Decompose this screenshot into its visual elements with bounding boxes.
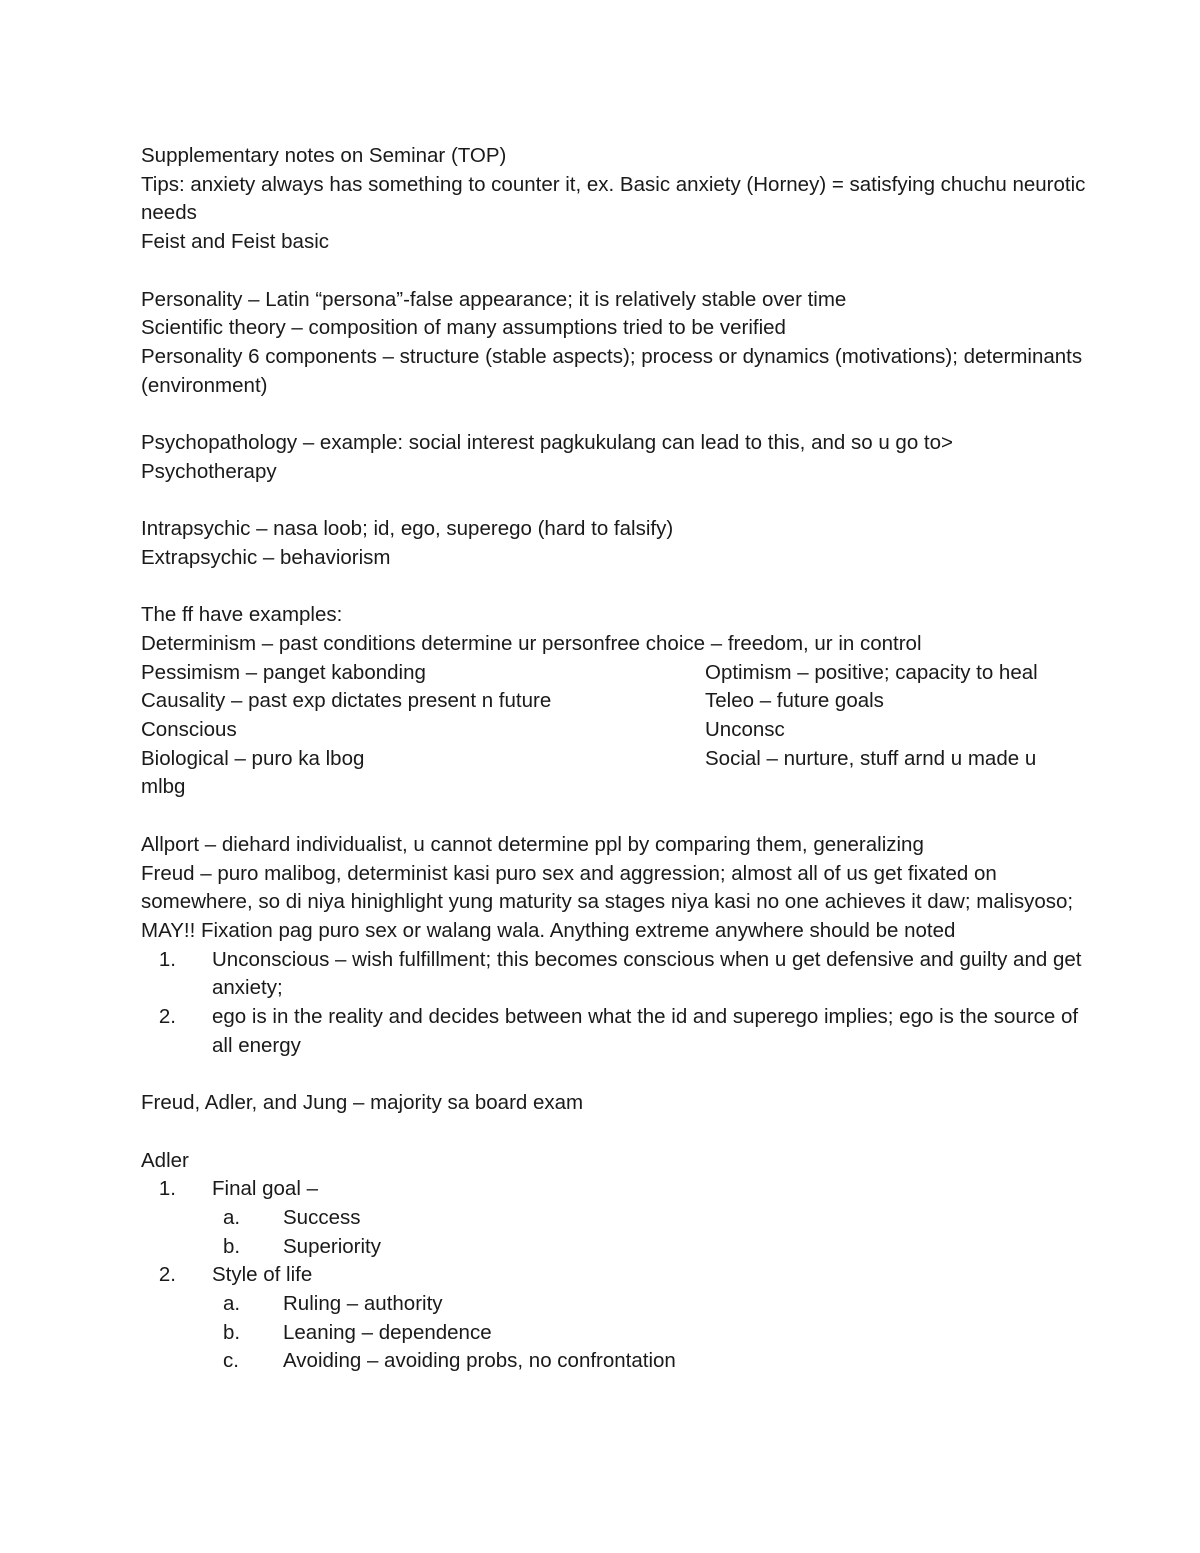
list-marker: 2. (158, 1263, 176, 1287)
example-left: Causality – past exp dictates present n future (141, 689, 552, 713)
list-text: Leaning – dependence (283, 1320, 492, 1344)
list-item (141, 1233, 1100, 1262)
extrapsychic-line: Extrapsychic – behaviorism (141, 545, 391, 569)
list-text: Style of life (212, 1263, 313, 1287)
examples-heading: The ff have examples: (141, 603, 343, 627)
list-marker: c. (223, 1349, 239, 1373)
list-marker: b. (223, 1320, 241, 1344)
list-item (141, 1319, 1100, 1348)
example-trailing: mlbg (141, 775, 186, 799)
list-marker: b. (223, 1234, 241, 1258)
allport-line: Allport – diehard individualist, u cannot determine ppl by comparing them, generalizing (141, 832, 924, 856)
adler-list-2 (141, 1261, 1100, 1290)
list-text: Unconscious – wish fulfillment; this becomes conscious when u get defensive and guilty and get anxiety; (212, 947, 1082, 1000)
doc-title: Supplementary notes on Seminar (TOP) (141, 144, 507, 167)
board-exam-line: Freud, Adler, and Jung – majority sa board exam (141, 1091, 584, 1115)
list-item (141, 1347, 1100, 1376)
tips-line: Tips: anxiety always has something to counter it, ex. Basic anxiety (Horney) = satisfying chuchu neurotic needs (141, 172, 1086, 225)
def-personality: Personality – Latin “persona”-false appearance; it is relatively stable over time (141, 287, 847, 311)
adler-heading: Adler (141, 1148, 189, 1172)
list-item (141, 946, 1100, 1003)
list-marker: a. (223, 1205, 241, 1229)
list-marker: 1. (158, 1177, 176, 1201)
example-left: Biological – puro ka lbog (141, 746, 365, 770)
list-text: Ruling – authority (283, 1292, 443, 1316)
example-left: Conscious (141, 718, 237, 741)
list-text: Superiority (283, 1234, 381, 1258)
list-text: Avoiding – avoiding probs, no confrontation (283, 1349, 676, 1373)
psychotherapy-line: Psychotherapy (141, 459, 277, 483)
example-right: Social – nurture, stuff arnd u made u (705, 746, 1037, 770)
intrapsychic-line: Intrapsychic – nasa loob; id, ego, superego (hard to falsify) (141, 517, 674, 541)
list-item (141, 1261, 1100, 1290)
list-item (141, 1175, 1100, 1204)
example-row (141, 659, 1100, 688)
example-row (141, 687, 1100, 716)
list-marker: 1. (158, 947, 176, 971)
list-text: Final goal – (212, 1177, 318, 1201)
list-item (141, 1290, 1100, 1319)
list-marker: 2. (158, 1005, 176, 1029)
example-right: Teleo – future goals (705, 689, 884, 713)
example-row (141, 716, 1100, 745)
example-right: Unconsc (705, 718, 785, 741)
final-goal-sublist (141, 1204, 1100, 1261)
psychopathology-line: Psychopathology – example: social interest pagkukulang can lead to this, and so u go to> (141, 431, 953, 454)
example-row (141, 745, 1100, 774)
def-scientific-theory: Scientific theory – composition of many assumptions tried to be verified (141, 316, 786, 340)
freud-list (141, 946, 1100, 1061)
feist-line: Feist and Feist basic (141, 230, 329, 254)
list-item (141, 1204, 1100, 1233)
determinism-line: Determinism – past conditions determine ur personfree choice – freedom, ur in control (141, 631, 922, 655)
freud-paragraph: Freud – puro malibog, determinist kasi puro sex and aggression; almost all of us get fixated on somewhere, so di niya hinighlight yung maturity sa stages niya kasi no one achieves it daw; malisyoso; MAY!! Fixation pag puro sex or walang wala. Anything extreme anywhere should be noted (141, 861, 1074, 942)
list-item (141, 1003, 1100, 1060)
list-marker: a. (223, 1292, 241, 1316)
adler-list (141, 1175, 1100, 1204)
list-text: ego is in the reality and decides between what the id and superego implies; ego is the source of all energy (212, 1005, 1079, 1057)
example-right: Optimism – positive; capacity to heal (705, 660, 1038, 684)
style-of-life-sublist (141, 1290, 1100, 1376)
example-left: Pessimism – panget kabonding (141, 660, 426, 684)
list-text: Success (283, 1205, 361, 1229)
def-personality-components: Personality 6 components – structure (stable aspects); process or dynamics (motivations); determinants (environment) (141, 344, 1083, 397)
